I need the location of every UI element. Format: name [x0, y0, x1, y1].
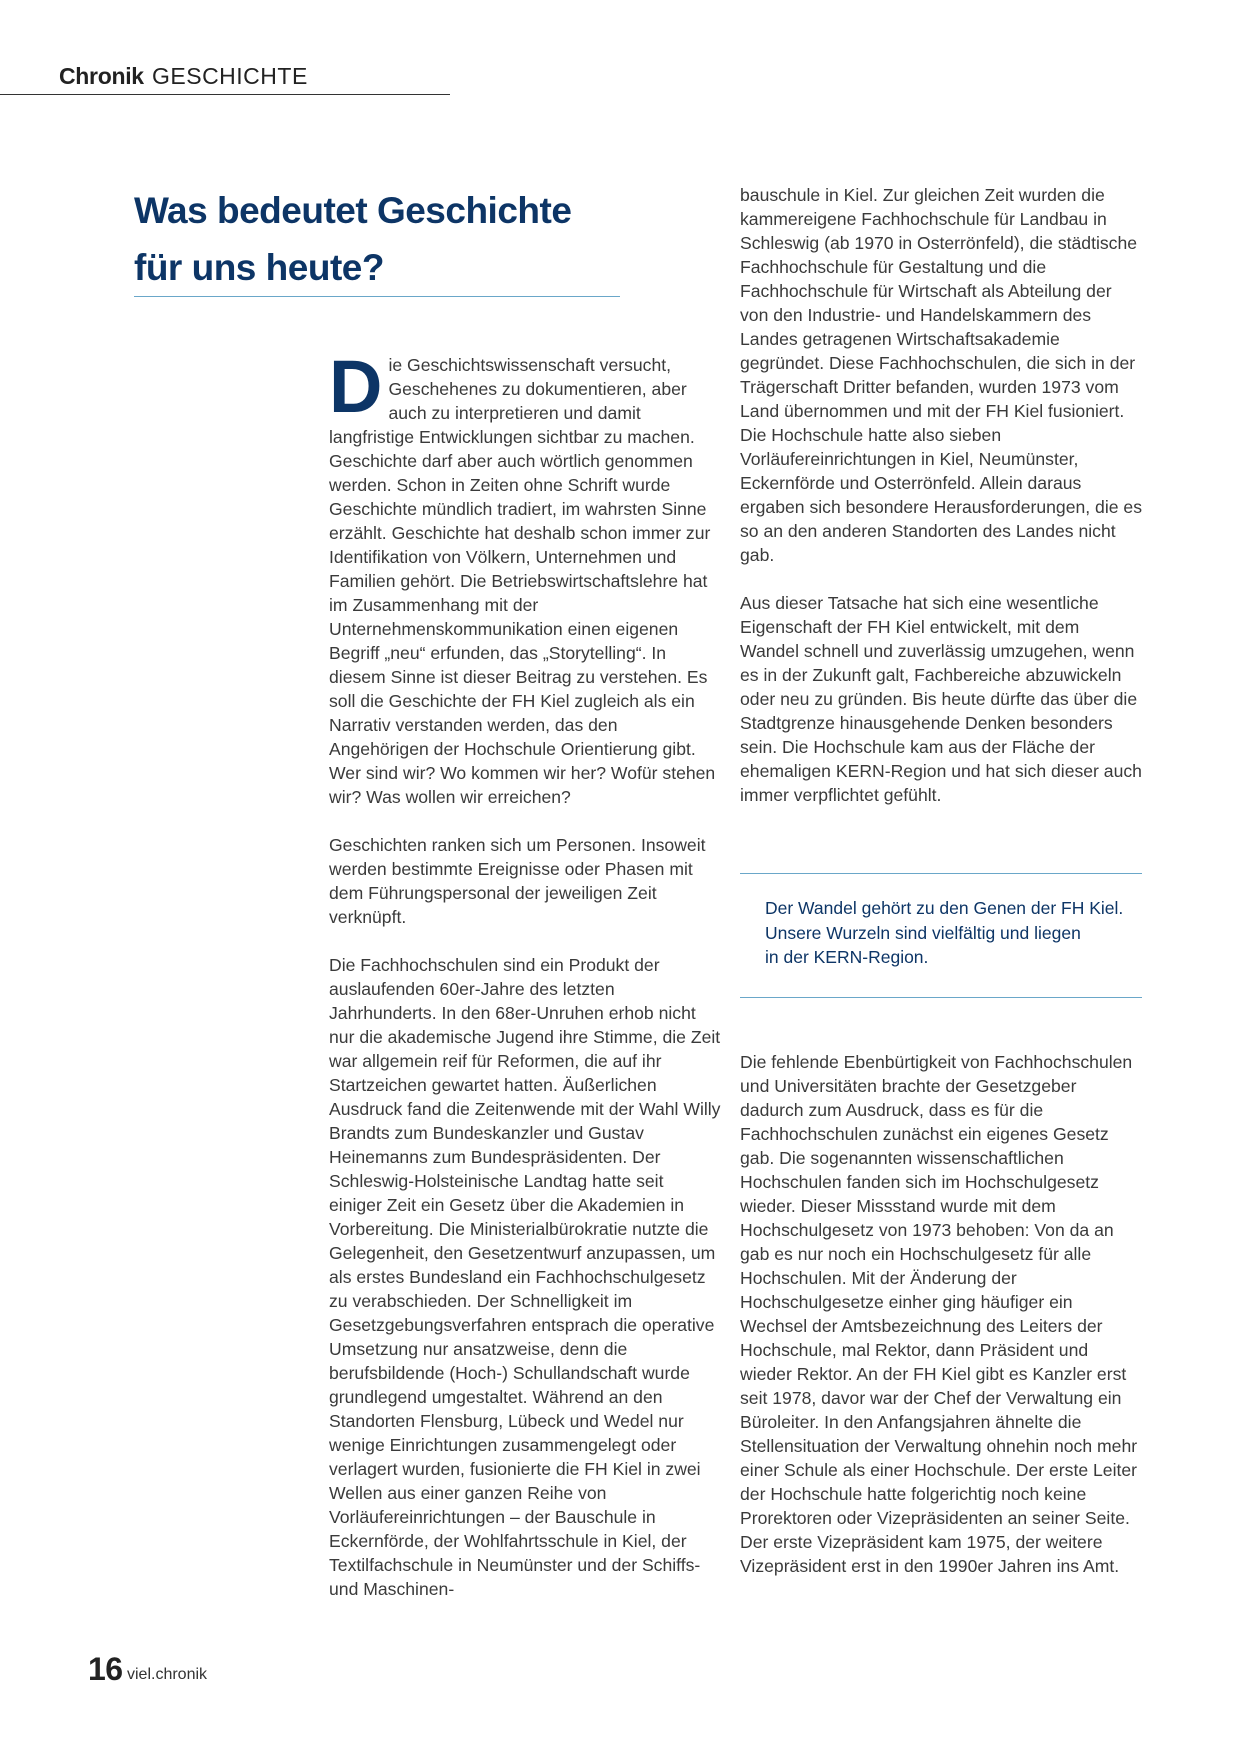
- quote-divider-bottom: [740, 997, 1142, 998]
- body-paragraph: bauschule in Kiel. Zur gleichen Zeit wurden die kammereigene Fachhochschule für Landbau in Schleswig (ab 1970 in Osterrönfeld), die städtische Fachhochschule für Gestaltung und die Fachhochschule für Wirtschaft als Abteilung der von den Industrie- und Handelskammern des Landes getragenen Wirtschaftsakademie gegründet. Diese Fachhochschulen, die sich in der Trägerschaft Dritter befanden, wurden 1973 vom Land übernommen und mit der FH Kiel fusioniert. Die Hochschule hatte also sieben Vorläufereinrichtungen in Kiel, Neumünster, Eckernförde und Osterrönfeld. Allein daraus ergaben sich besondere Herausforderungen, die es so an den anderen Standorten des Landes nicht gab.: [740, 185, 1142, 565]
- pull-quote-line: in der KERN-Region.: [765, 947, 929, 967]
- pull-quote-line: Unsere Wurzeln sind vielfältig und liegen: [765, 922, 1081, 943]
- body-paragraph: Aus dieser Tatsache hat sich eine wesentliche Eigenschaft der FH Kiel entwickelt, mit dem Wandel schnell und zuverlässig umzugehen, wenn es in der Zukunft galt, Fachbereiche abzuwickeln oder neu zu gründen. Bis heute dürfte das über die Stadtgrenze hinausgehende Denken besonders sein. Die Hochschule kam aus der Fläche der ehemaligen KERN-Region und hat sich dieser auch immer verpflichtet gefühlt.: [740, 593, 1142, 805]
- page-number: 16: [88, 1651, 123, 1687]
- header-section: Chronik: [59, 63, 144, 89]
- pull-quote: [765, 896, 1135, 970]
- quote-divider-top: [740, 873, 1142, 874]
- right-column-top: [740, 183, 1142, 807]
- header-topic: GESCHICHTE: [152, 63, 308, 89]
- title-divider: [134, 296, 620, 297]
- drop-cap: D: [329, 345, 383, 428]
- article-title: [134, 182, 654, 296]
- title-line-1: Was bedeutet Geschichte: [134, 190, 572, 231]
- body-paragraph: Die Fachhochschulen sind ein Produkt der auslaufenden 60er-Jahre des letzten Jahrhunderts. In den 68er-Unruhen erhob nicht nur die akademische Jugend ihre Stimme, die Zeit war allgemein reif für Reformen, die auf ihr Startzeichen gewartet hatten. Äußerlichen Ausdruck fand die Zeitenwende mit der Wahl Willy Brandts zum Bundeskanzler und Gustav Heinemanns zum Bundespräsidenten. Der Schleswig-Holsteinische Landtag hatte seit einiger Zeit ein Gesetz über die Akademien in Vorbereitung. Die Ministerialbürokratie nutzte die Gelegenheit, den Gesetzentwurf anzupassen, um als erstes Bundesland ein Fachhochschulgesetz zu verabschieden. Der Schnelligkeit im Gesetzgebungsverfahren entsprach die operative Umsetzung nur ansatzweise, denn die berufsbildende (Hoch-) Schullandschaft wurde grundlegend umgestaltet. Während an den Standorten Flensburg, Lübeck und Wedel nur wenige Einrichtungen zusammengelegt oder verlagert wurden, fusionierte die FH Kiel in zwei Wellen aus einer ganzen Reihe von Vorläufereinrichtungen – der Bauschule in Eckernförde, der Wohlfahrtsschule in Kiel, der Textilfachschule in Neumünster und der Schiffs- und Maschinen-: [329, 955, 721, 1599]
- body-paragraph: [329, 345, 721, 809]
- pull-quote-line: Der Wandel gehört zu den Genen der FH Kiel.: [765, 898, 1124, 918]
- title-line-2: für uns heute?: [134, 247, 384, 288]
- left-column: [329, 345, 721, 1601]
- publication-name: viel.chronik: [127, 1666, 208, 1683]
- body-paragraph: Geschichten ranken sich um Personen. Insoweit werden bestimmte Ereignisse oder Phasen mit dem Führungspersonal der jeweiligen Zeit verknüpft.: [329, 835, 706, 927]
- running-header: [0, 60, 450, 95]
- right-column-bottom: [740, 1050, 1142, 1578]
- body-paragraph: Die fehlende Ebenbürtigkeit von Fachhochschulen und Universitäten brachte der Gesetzgeber dadurch zum Ausdruck, dass es für die Fachhochschulen zunächst ein eigenes Gesetz gab. Die sogenannten wissenschaftlichen Hochschulen fanden sich im Hochschulgesetz wieder. Dieser Missstand wurde mit dem Hochschulgesetz von 1973 behoben: Von da an gab es nur noch ein Hochschulgesetz für alle Hochschulen. Mit der Änderung der Hochschulgesetze einher ging häufiger ein Wechsel der Amtsbezeichnung des Leiters der Hochschule, mal Rektor, dann Präsident und wieder Rektor. An der FH Kiel gibt es Kanzler erst seit 1978, davor war der Chef der Verwaltung ein Büroleiter. In den Anfangsjahren ähnelte die Stellensituation der Verwaltung ohnehin noch mehr einer Schule als einer Hochschule. Der erste Leiter der Hochschule hatte folgerichtig noch keine Prorektoren oder Vizepräsidenten an seiner Seite. Der erste Vizepräsident kam 1975, der weitere Vizepräsident erst in den 1990er Jahren ins Amt.: [740, 1052, 1138, 1576]
- paragraph-text: ie Geschichtswissenschaft versucht, Geschehenes zu dokumentieren, aber auch zu interpretieren und damit langfristige Entwicklungen sichtbar zu machen. Geschichte darf aber auch wörtlich genommen werden. Schon in Zeiten ohne Schrift wurde Geschichte mündlich tradiert, im wahrsten Sinne erzählt. Geschichte hat deshalb schon immer zur Identifikation von Völkern, Unternehmen und Familien gehört. Die Betriebswirtschaftslehre hat im Zusammenhang mit der Unternehmenskommunikation einen eigenen Begriff „neu“ erfunden, das „Storytelling“. In diesem Sinne ist dieser Beitrag zu verstehen. Es soll die Geschichte der FH Kiel zugleich als ein Narrativ verstanden werden, das den Angehörigen der Hochschule Orientierung gibt. Wer sind wir? Wo kommen wir her? Wofür stehen wir? Was wollen wir erreichen?: [329, 355, 716, 807]
